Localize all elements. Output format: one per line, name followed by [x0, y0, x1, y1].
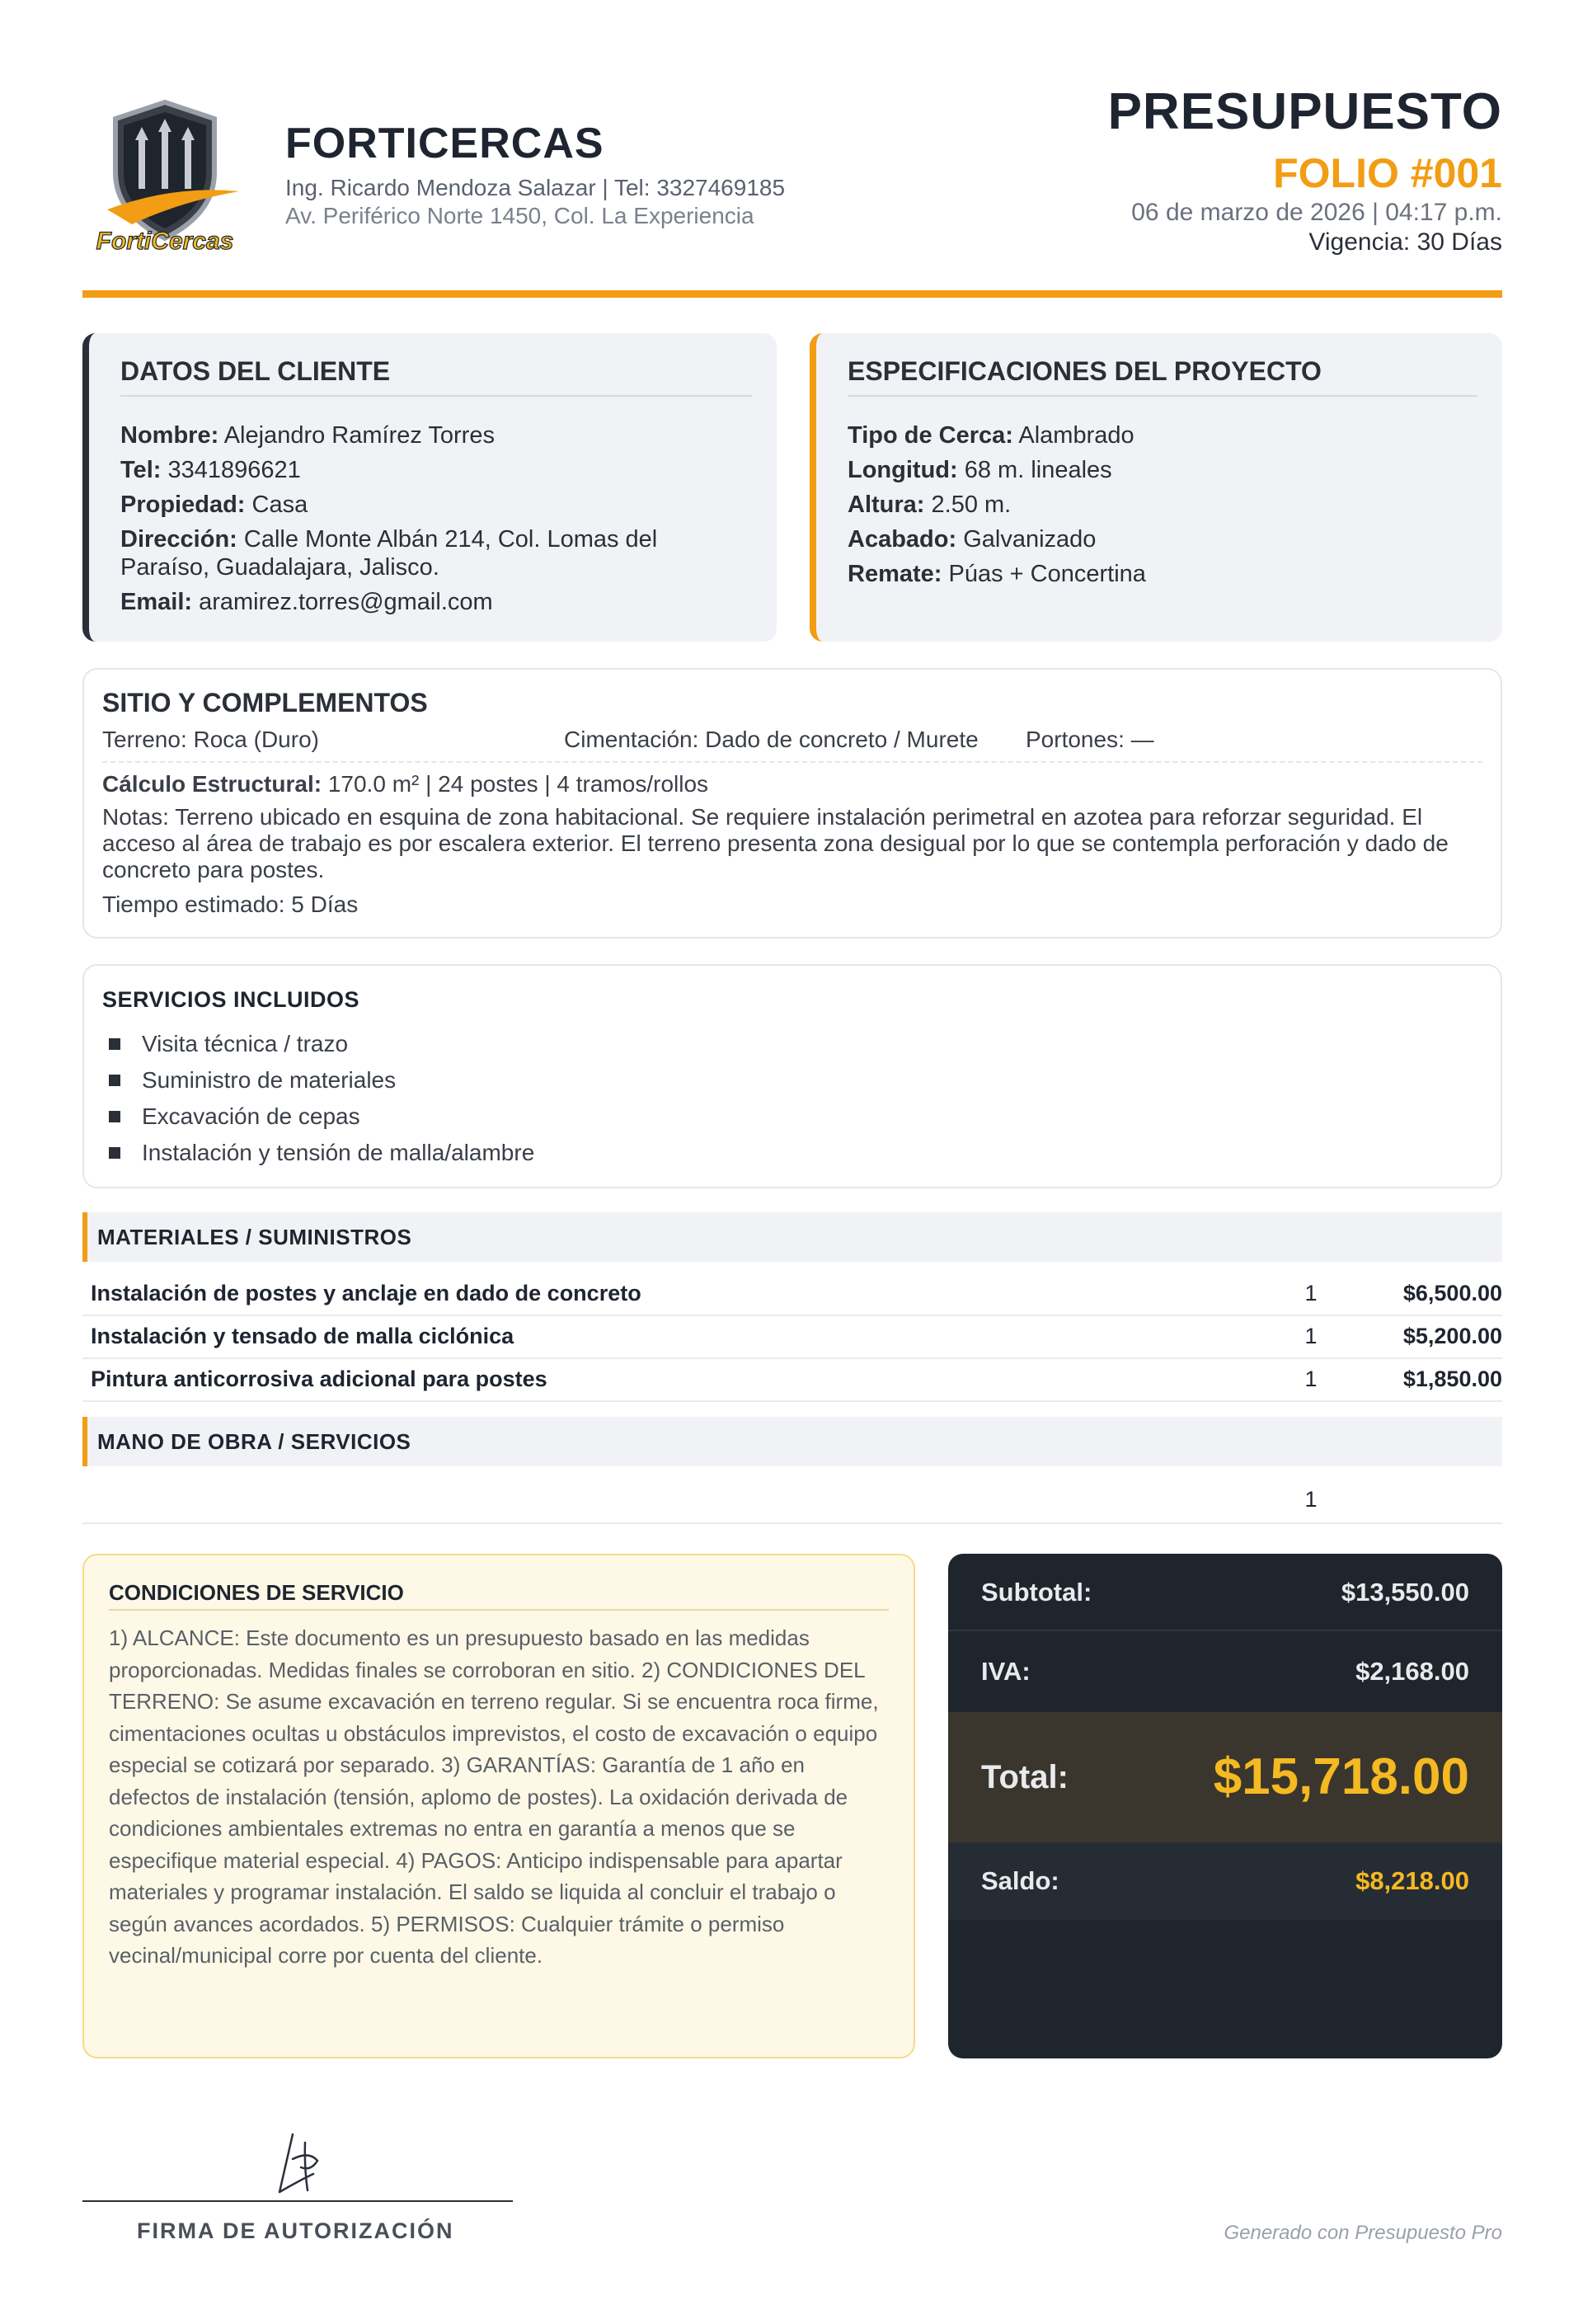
list-item: [102, 1098, 1482, 1135]
table-row: [82, 1357, 1502, 1402]
document-info: [1108, 82, 1502, 256]
bullet-icon: [109, 1075, 120, 1086]
validity: Vigencia: 30 Días: [1308, 228, 1502, 256]
spec-row: [848, 418, 1477, 453]
subtotal-label: Subtotal:: [981, 1578, 1092, 1607]
site-title: SITIO Y COMPLEMENTOS: [102, 688, 428, 717]
fence-topping: Púas + Concertina: [948, 561, 1146, 587]
company-contact: Ing. Ricardo Mendoza Salazar | Tel: 3327469185: [285, 175, 786, 200]
spec-row: [848, 522, 1477, 557]
bullet-icon: [109, 1147, 120, 1159]
client-property-row: [120, 487, 752, 522]
folio-number: FOLIO #001: [1273, 150, 1502, 196]
bullet-icon: [109, 1111, 120, 1122]
iva-value: $2,168.00: [1355, 1657, 1469, 1686]
structural-calc: [102, 771, 1482, 797]
item-quantity: 1: [1304, 1367, 1318, 1391]
field-label: Email:: [120, 589, 193, 615]
service-conditions: [82, 1554, 915, 2058]
item-price: $1,850.00: [1402, 1367, 1502, 1391]
spec-row: [848, 487, 1477, 522]
balance-row: [948, 1842, 1502, 1920]
client-card: [82, 333, 777, 642]
generated-by: Generado con Presupuesto Pro: [1224, 2222, 1502, 2244]
client-phone: 3341896621: [167, 457, 301, 483]
item-quantity: 1: [1304, 1324, 1318, 1348]
signature-line: [82, 2200, 513, 2202]
total-value: $15,718.00: [1213, 1748, 1469, 1805]
signature-label: FIRMA DE AUTORIZACIÓN: [137, 2218, 454, 2243]
service-label: Excavación de cepas: [142, 1103, 360, 1129]
site-section: [82, 668, 1502, 939]
list-item: [102, 1135, 1482, 1171]
client-name-row: [120, 418, 752, 453]
item-price: $6,500.00: [1402, 1281, 1502, 1305]
service-label: Suministro de materiales: [142, 1067, 397, 1093]
company-block: [285, 119, 785, 229]
balance-label: Saldo:: [981, 1866, 1059, 1895]
gates: Portones: —: [1026, 727, 1154, 752]
total-row: [948, 1712, 1502, 1842]
materials-header: MATERIALES / SUMINISTROS: [82, 1212, 1502, 1262]
company-name: FORTICERCAS: [285, 120, 604, 167]
item-quantity: 1: [1304, 1281, 1318, 1305]
fence-type: Alambrado: [1018, 422, 1134, 449]
terrain-type: Terreno: Roca (Duro): [102, 727, 319, 752]
table-row: [82, 1315, 1502, 1359]
spec-row: [848, 557, 1477, 591]
item-description: Instalación de postes y anclaje en dado de concreto: [91, 1281, 641, 1305]
subtotal-row: [948, 1554, 1502, 1631]
field-label: Remate:: [848, 561, 942, 587]
item-quantity: 1: [1304, 1487, 1318, 1512]
field-label: Dirección:: [120, 526, 237, 553]
client-name: Alejandro Ramírez Torres: [223, 422, 495, 449]
labor-header: MANO DE OBRA / SERVICIOS: [82, 1417, 1502, 1466]
site-notes: Notas: Terreno ubicado en esquina de zona habitacional. Se requiere instalación perimetral en azotea para reforzar seguridad. El acceso al área de trabajo es por escalera exterior. El terreno presenta zona desigual por lo que se contempla perforación y dado de concreto para postes.: [102, 804, 1449, 882]
client-address-row: [120, 525, 752, 581]
list-item: [102, 1062, 1482, 1098]
iva-row: [948, 1633, 1502, 1710]
item-price: $5,200.00: [1402, 1324, 1502, 1348]
list-item: [102, 1026, 1482, 1062]
conditions-title: CONDICIONES DE SERVICIO: [109, 1580, 889, 1611]
spec-row: [848, 453, 1477, 487]
service-label: Visita técnica / trazo: [142, 1031, 349, 1056]
field-label: Altura:: [848, 492, 925, 518]
document-date: 06 de marzo de 2026 | 04:17 p.m.: [1131, 199, 1502, 226]
spec-card-title: ESPECIFICACIONES DEL PROYECTO: [848, 356, 1477, 397]
conditions-text: 1) ALCANCE: Este documento es un presupuesto basado en las medidas proporcionadas. Medidas finales se corroboran en sitio. 2) CONDICIONES DEL TERRENO: Se asume excavación en terreno regular. Si se encuentra roca firme, cimentaciones ocultas u obstáculos imprevistos, el costo de excavación o equipo especial se cotizará por separado. 3) GARANTÍAS: Garantía de 1 año en defectos de instalación (tensión, aplomo de postes). La oxidación derivada de condiciones ambientales extremas no entra en garantía a menos que se especifique material especial. 4) PAGOS: Anticipo indispensable para apartar materiales y programar instalación. El saldo se liquida al concluir el trabajo o según avances acordados. 5) PERMISOS: Cualquier trámite o permiso vecinal/municipal corre por cuenta del cliente.: [109, 1625, 879, 1968]
fence-height: 2.50 m.: [931, 492, 1012, 518]
services-section: [82, 964, 1502, 1188]
company-logo: [82, 94, 247, 259]
field-label: Tel:: [120, 457, 162, 483]
calc-label: Cálculo Estructural:: [102, 771, 322, 797]
balance-value: $8,218.00: [1355, 1866, 1469, 1895]
field-label: Propiedad:: [120, 492, 246, 518]
item-description: Instalación y tensado de malla ciclónica: [91, 1324, 514, 1348]
fence-length: 68 m. lineales: [964, 457, 1112, 483]
services-title: SERVICIOS INCLUIDOS: [102, 987, 360, 1012]
client-email: aramirez.torres@gmail.com: [199, 589, 493, 615]
fence-finish: Galvanizado: [963, 526, 1097, 553]
handwritten-signature: [268, 2126, 342, 2200]
project-spec-card: [810, 333, 1502, 642]
header-divider: [82, 290, 1502, 298]
table-row: [82, 1476, 1502, 1524]
client-property: Casa: [251, 492, 308, 518]
estimated-time: Tiempo estimado: 5 Días: [102, 891, 359, 917]
logo-text: FortiCercas: [96, 228, 234, 255]
iva-label: IVA:: [981, 1657, 1031, 1686]
calc-value: 170.0 m² | 24 postes | 4 tramos/rollos: [327, 771, 709, 797]
client-card-title: DATOS DEL CLIENTE: [120, 356, 752, 397]
field-label: Nombre:: [120, 422, 219, 449]
item-description: Pintura anticorrosiva adicional para postes: [91, 1367, 547, 1391]
field-label: Longitud:: [848, 457, 958, 483]
total-label: Total:: [981, 1759, 1069, 1795]
client-phone-row: [120, 453, 752, 487]
table-row: [82, 1272, 1502, 1316]
client-email-row: [120, 585, 752, 619]
totals-panel: [948, 1554, 1502, 2058]
service-label: Instalación y tensión de malla/alambre: [142, 1140, 535, 1165]
header: [82, 82, 1502, 297]
company-address: Av. Periférico Norte 1450, Col. La Experiencia: [285, 203, 754, 228]
subtotal-value: $13,550.00: [1341, 1578, 1469, 1607]
field-label: Tipo de Cerca:: [848, 422, 1013, 449]
foundation-type: Cimentación: Dado de concreto / Murete: [564, 727, 979, 752]
field-label: Acabado:: [848, 526, 957, 553]
site-details-row: [102, 727, 1482, 763]
bullet-icon: [109, 1038, 120, 1050]
document-title: PRESUPUESTO: [1107, 83, 1502, 140]
client-address: Calle Monte Albán 214, Col. Lomas del Paraíso, Guadalajara, Jalisco.: [120, 526, 658, 581]
